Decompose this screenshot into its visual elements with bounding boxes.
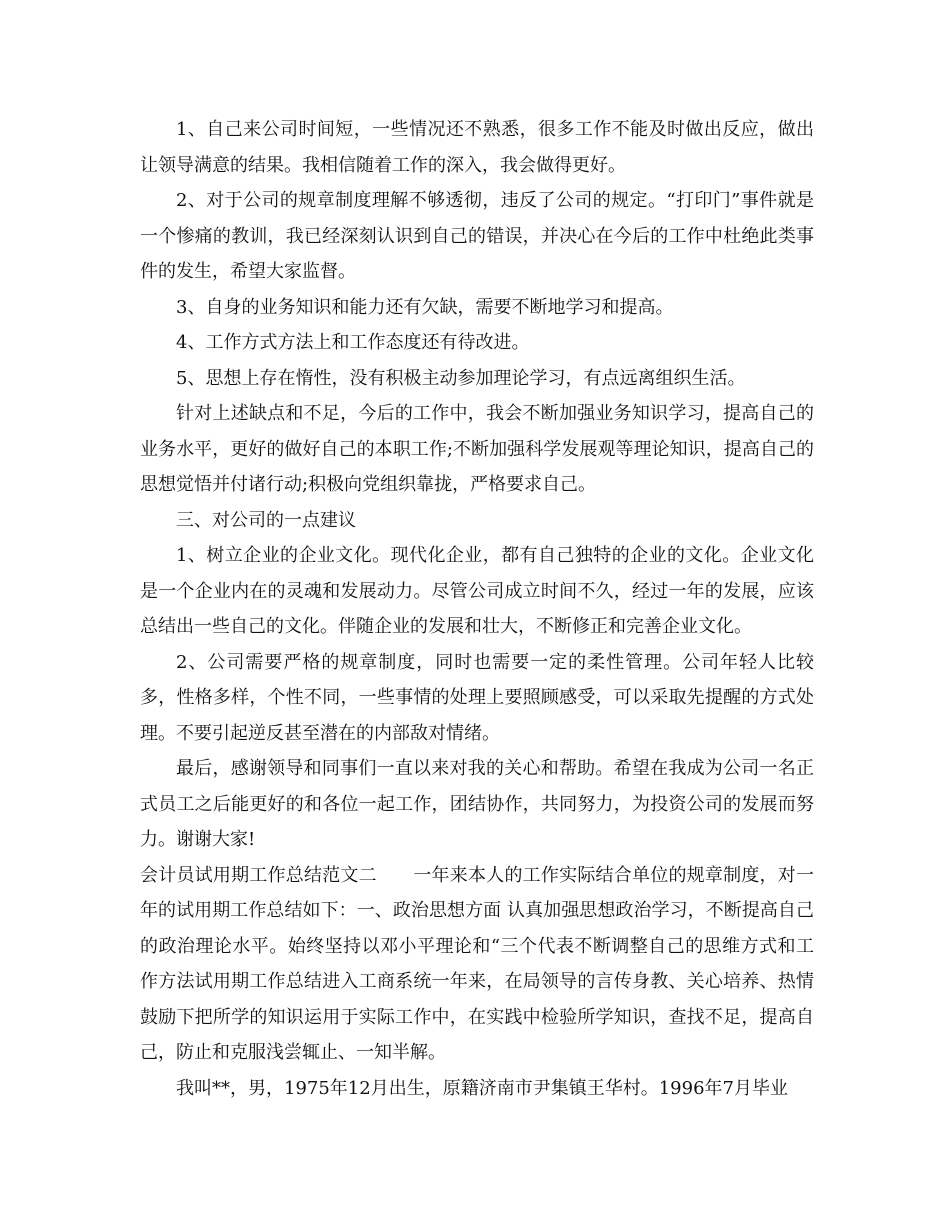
paragraph-shortcoming-5: 5、思想上存在惰性，没有积极主动参加理论学习，有点远离组织生活。 (176, 367, 746, 389)
paragraph-improvement-plan: 针对上述缺点和不足，今后的工作中，我会不断加强业务知识学习，提高自己的业务水平，更好的做好自己的本职工作;不断加强科学发展观等理论知识，提高自己的思想觉悟并付诸行动;积极向党组织靠拢，严格要求自己。 (140, 403, 814, 495)
paragraph-suggestion-1: 1、树立企业的企业文化。现代化企业，都有自己独特的企业的文化。企业文化是一个企业内在的灵魂和发展动力。尽管公司成立时间不久，经过一年的发展，应该总结出一些自己的文化。伴随企业的发展和壮大，不断修正和完善企业文化。 (140, 545, 814, 637)
section-heading-suggestions: 三、对公司的一点建议 (176, 509, 356, 531)
paragraph-shortcoming-4: 4、工作方式方法上和工作态度还有待改进。 (176, 332, 530, 353)
paragraph-closing-thanks: 最后，感谢领导和同事们一直以来对我的关心和帮助。希望在我成为公司一名正式员工之后能更好的和各位一起工作，团结协作，共同努力，为投资公司的发展而努力。谢谢大家! (140, 758, 814, 850)
paragraph-sample-two: 会计员试用期工作总结范文二 一年来本人的工作实际结合单位的规章制度，对一年的试用期工作总结如下：一、政治思想方面 认真加强思想政治学习，不断提高自己的政治理论水平。始终坚持以邓小平理论和“三个代表不断调整自己的思维方式和工作方法试用期工作总结进入工商系统一年来，在局领导的言传身教、关心培养、热情鼓励下把所学的知识运用于实际工作中，在实践中检验所学知识，查找不足，提高自己，防止和克服浅尝辄止、一知半解。 (140, 864, 814, 1063)
paragraph-shortcoming-3: 3、自身的业务知识和能力还有欠缺，需要不断地学习和提高。 (176, 296, 674, 318)
paragraph-suggestion-2: 2、公司需要严格的规章制度，同时也需要一定的柔性管理。公司年轻人比较多，性格多样，个性不同，一些事情的处理上要照顾感受，可以采取先提醒的方式处理。不要引起逆反甚至潜在的内部敌对情绪。 (140, 651, 814, 744)
document-body (140, 112, 814, 1106)
paragraph-self-introduction: 我叫**，男，1975年12月出生，原籍济南市尹集镇王华村。1996年7月毕业 (176, 1077, 788, 1099)
paragraph-shortcoming-1: 1、自己来公司时间短，一些情况还不熟悉，很多工作不能及时做出反应，做出让领导满意的结果。我相信随着工作的深入，我会做得更好。 (140, 119, 814, 176)
paragraph-shortcoming-2: 2、对于公司的规章制度理解不够透彻，违反了公司的规定。“打印门”事件就是一个惨痛的教训，我已经深刻认识到自己的错误，并决心在今后的工作中杜绝此类事件的发生，希望大家监督。 (140, 190, 814, 282)
